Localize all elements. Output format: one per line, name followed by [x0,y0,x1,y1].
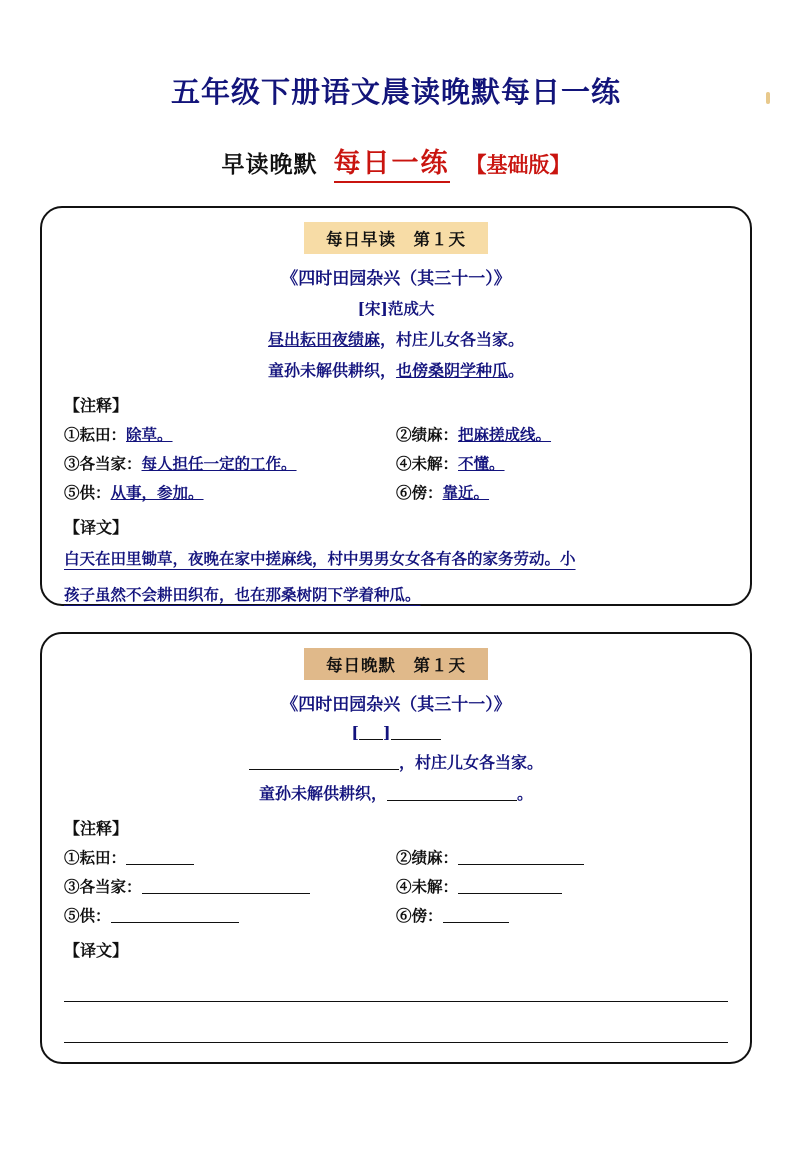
worksheet-page [0,70,792,1163]
translation-blank-line[interactable] [64,971,728,1002]
morning-line2-underlined: 也傍桑阴学种瓜 [395,361,508,380]
evening-banner-wrap [64,648,728,680]
note-item [396,875,728,897]
note-item [396,481,728,503]
note-key: ③各当家： [64,454,142,473]
fill-blank[interactable] [387,800,517,801]
note-key: ②绩麻： [396,848,459,867]
note-key: ⑤供： [64,906,111,925]
note-item [64,846,396,868]
evening-bracket-open: [ [351,723,359,742]
evening-dictation-card [40,632,752,1064]
subtitle-right: 【基础版】 [465,152,571,177]
fill-blank[interactable] [126,864,194,865]
notes-row [64,904,728,926]
fill-blank[interactable] [458,864,584,865]
morning-banner: 每日早读 第１天 [304,222,488,254]
notes-row [64,875,728,897]
note-item [64,904,396,926]
evening-line2-tail: ，村庄儿女各当家。 [398,753,543,772]
note-item [396,423,728,445]
morning-poem-title: 《四时田园杂兴（其三十一）》 [281,269,511,289]
subtitle-row [40,141,752,180]
note-item [396,846,728,868]
note-key: ⑥傍： [396,483,443,502]
evening-notes-label: 【注释】 [64,819,129,838]
fill-blank[interactable] [142,893,310,894]
note-item [64,423,396,445]
corner-decoration [766,92,770,104]
translation-blank-line[interactable] [64,1012,728,1043]
fill-blank[interactable] [111,922,239,923]
note-answer: 从事，参加。 [110,483,204,502]
morning-poem-author: [宋]范成大 [357,299,435,318]
morning-poem-line-1 [64,327,728,350]
note-answer: 每人担任一定的工作。 [141,454,297,473]
morning-notes-label: 【注释】 [64,396,129,415]
note-answer: 不懂。 [458,454,505,473]
note-key: ⑥傍： [396,906,443,925]
evening-banner: 每日晚默 第１天 [304,648,488,680]
evening-poem-line-1 [64,723,728,742]
evening-translation-label: 【译文】 [64,941,129,960]
note-key: ③各当家： [64,877,142,896]
notes-row [64,481,728,503]
morning-line1-rest: ，村庄儿女各当家。 [380,330,525,349]
evening-poem-title: 《四时田园杂兴（其三十一）》 [281,695,511,715]
note-item [64,481,396,503]
evening-notes-grid [64,846,728,926]
note-key: ④未解： [396,454,459,473]
notes-row [64,846,728,868]
note-item [64,452,396,474]
morning-notes-grid [64,423,728,503]
notes-row [64,452,728,474]
notes-row [64,423,728,445]
page-title: 五年级下册语文晨读晚默每日一练 [170,75,621,109]
morning-reading-card [40,206,752,606]
subtitle-left: 早读晚默 [221,151,318,178]
fill-blank[interactable] [391,739,441,740]
morning-poem-line-2 [64,358,728,381]
note-key: ①耘田： [64,848,127,867]
note-item [396,904,728,926]
morning-translation-line-1: 白天在田里锄草，夜晚在家中搓麻线，村中男男女女各有各的家务劳动。小 [64,549,576,568]
morning-line2-tail: 。 [508,361,525,380]
note-item [64,875,396,897]
note-answer: 把麻搓成线。 [458,425,552,444]
morning-translation-label: 【译文】 [64,518,129,537]
fill-blank[interactable] [443,922,509,923]
note-item [396,452,728,474]
fill-blank[interactable] [249,769,399,770]
subtitle-center: 每日一练 [334,148,450,183]
morning-translation-line-2: 孩子虽然不会耕田织布，也在那桑树阴下学着种瓜。 [64,585,421,604]
morning-line1-underlined: 昼出耘田夜绩麻 [267,330,380,349]
morning-banner-wrap [64,222,728,254]
note-key: ⑤供： [64,483,111,502]
fill-blank[interactable] [458,893,562,894]
evening-poem-line-3 [64,781,728,804]
evening-line3-head: 童孙未解供耕织， [258,784,387,803]
evening-bracket-close: ] [383,723,391,742]
note-key: ④未解： [396,877,459,896]
evening-line3-tail: 。 [517,784,534,803]
note-answer: 靠近。 [442,483,490,502]
morning-line2-head: 童孙未解供耕织， [267,361,396,380]
note-key: ②绩麻： [396,425,459,444]
fill-blank[interactable] [359,739,383,740]
note-answer: 除草。 [126,425,173,444]
note-key: ①耘田： [64,425,127,444]
evening-poem-line-2 [64,750,728,773]
